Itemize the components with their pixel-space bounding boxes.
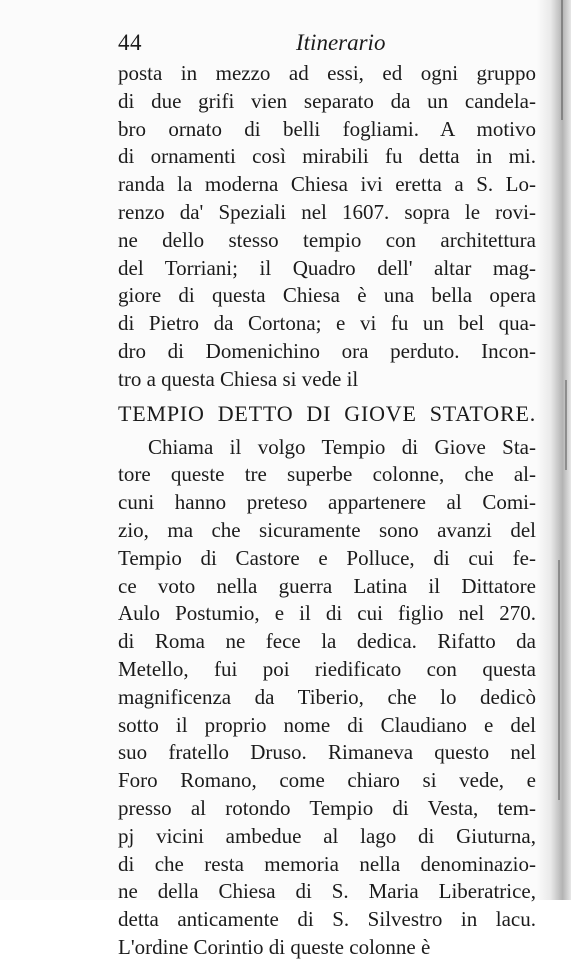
text-line: ce voto nella guerra Latina il Dittatore xyxy=(118,573,536,598)
edge-streak xyxy=(565,380,567,470)
text-line: L'ordine Corintio di queste colonne è xyxy=(118,934,431,959)
text-line: giore di questa Chiesa è una bella opera xyxy=(118,283,536,308)
text-line: sotto il proprio nome di Claudiano e del xyxy=(118,712,536,737)
text-line: renzo da' Speziali nel 1607. sopra le rovi- xyxy=(118,199,536,224)
text-line: cuni hanno preteso appartenere al Comi- xyxy=(118,490,536,515)
text-line: ne dello stesso tempio con architettura xyxy=(118,227,536,252)
text-line: del Torriani; il Quadro dell' altar mag- xyxy=(118,255,536,280)
text-line: Chiama il volgo Tempio di Giove Sta- xyxy=(148,434,536,459)
text-line: di Pietro da Cortona; e vi fu un bel qua- xyxy=(118,311,536,336)
text-line: detta anticamente di S. Silvestro in lacu. xyxy=(118,907,536,932)
text-line: Aulo Postumio, e il di cui figlio nel 270. xyxy=(118,601,536,626)
text-line: di due grifi vien separato da un candela- xyxy=(118,88,536,113)
text-line: di ornamenti così mirabili fu detta in mi. xyxy=(118,144,536,169)
section-heading: TEMPIO DETTO DI GIOVE STATORE. xyxy=(118,400,536,426)
page-header xyxy=(118,30,541,60)
text-line: dro di Domenichino ora perduto. Incon- xyxy=(118,338,536,363)
edge-streak xyxy=(561,0,563,120)
text-line: di che resta memoria nella denominazio- xyxy=(118,851,536,876)
running-title: Itinerario xyxy=(296,30,386,55)
body-text xyxy=(118,60,536,962)
page-edge-shadow xyxy=(537,0,571,900)
text-line: magnificenza da Tiberio, che lo dedicò xyxy=(118,684,536,709)
text-line: posta in mezzo ad essi, ed ogni gruppo xyxy=(118,61,536,85)
text-line: presso al rotondo Tempio di Vesta, tem- xyxy=(118,795,536,820)
text-line: ne della Chiesa di S. Maria Liberatrice, xyxy=(118,879,536,904)
text-line: Tempio di Castore e Polluce, di cui fe- xyxy=(118,545,536,570)
text-line: randa la moderna Chiesa ivi eretta a S. Lo- xyxy=(118,172,536,197)
text-line: bro ornato di belli fogliami. A motivo xyxy=(118,116,536,141)
text-line: suo fratello Druso. Rimaneva questo nel xyxy=(118,740,536,765)
text-line: zio, ma che sicuramente sono avanzi del xyxy=(118,517,536,542)
text-line: Foro Romano, come chiaro si vede, e xyxy=(118,768,536,793)
page-number: 44 xyxy=(118,30,142,55)
edge-streak xyxy=(558,560,560,800)
text-line: di Roma ne fece la dedica. Rifatto da xyxy=(118,629,536,654)
text-line: Metello, fui poi riedificato con questa xyxy=(118,656,536,681)
paragraph-1 xyxy=(118,60,536,394)
text-line: tore queste tre superbe colonne, che al- xyxy=(118,462,536,487)
text-line: tro a questa Chiesa si vede il xyxy=(118,366,359,391)
text-line: pj vicini ambedue al lago di Giuturna, xyxy=(118,823,536,848)
paragraph-2 xyxy=(118,434,536,962)
